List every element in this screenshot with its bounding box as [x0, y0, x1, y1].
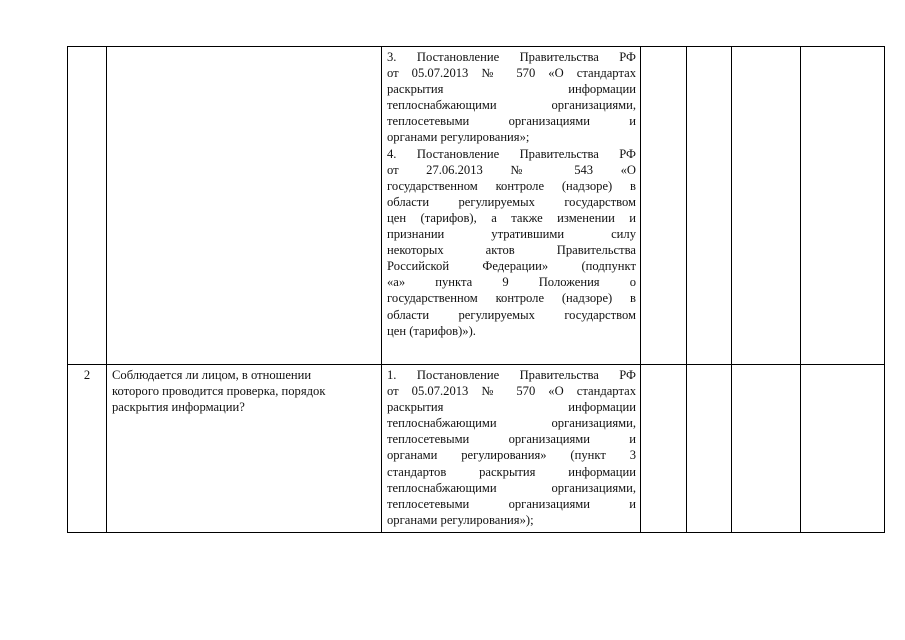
legal-reference-cell	[382, 47, 641, 365]
legal-reference-line: раскрытия информации	[387, 400, 636, 415]
question-line: раскрытия информации?	[112, 400, 245, 415]
legal-reference-line: стандартов раскрытия информации	[387, 464, 636, 479]
legal-reference-line: теплоснабжающими организациями,	[387, 416, 636, 431]
legal-reference-line: государственном контроле (надзоре) в	[387, 291, 636, 306]
legal-reference-line: области регулируемых государством	[387, 194, 636, 209]
notes-cell	[801, 47, 885, 365]
question-text	[107, 365, 381, 415]
question-text	[107, 47, 381, 49]
legal-reference-cell	[382, 365, 641, 533]
question-line: Соблюдается ли лицом, в отношении	[112, 368, 312, 382]
legal-reference-line: области регулируемых государством	[387, 307, 636, 322]
answer-no-cell	[687, 47, 732, 365]
legal-reference-line: 4. Постановление Правительства РФ	[387, 146, 636, 161]
question-cell	[107, 47, 382, 365]
legal-reference-text	[382, 365, 640, 528]
legal-reference-line: от 05.07.2013 № 570 «О стандартах	[387, 384, 636, 399]
answer-not-applicable-cell	[732, 47, 801, 365]
legal-reference-line: цен (тарифов)»).	[387, 323, 476, 338]
answer-yes-cell	[641, 47, 687, 365]
inspection-checklist-table	[67, 46, 885, 533]
table-row	[68, 47, 885, 365]
legal-reference-line: теплоснабжающими организациями,	[387, 98, 636, 113]
notes-cell	[801, 365, 885, 533]
legal-reference-line: некоторых актов Правительства	[387, 243, 636, 258]
legal-reference-line: органами регулирования» (пункт 3	[387, 448, 636, 463]
legal-reference-line: признании утратившими силу	[387, 227, 636, 242]
legal-reference-text	[382, 47, 640, 339]
legal-reference-line: органами регулирования»);	[387, 512, 534, 527]
question-line: которого проводится проверка, порядок	[112, 384, 326, 399]
answer-yes-cell	[641, 365, 687, 533]
legal-reference-line: теплоснабжающими организациями,	[387, 480, 636, 495]
legal-reference-line: теплосетевыми организациями и	[387, 496, 636, 511]
legal-reference-line: теплосетевыми организациями и	[387, 114, 636, 129]
row-number: 2	[83, 368, 91, 382]
row-number	[68, 47, 106, 49]
answer-not-applicable-cell	[732, 365, 801, 533]
row-number-cell	[68, 47, 107, 365]
legal-reference-line: цен (тарифов), а также изменении и	[387, 210, 636, 225]
table-row	[68, 365, 885, 533]
answer-no-cell	[687, 365, 732, 533]
legal-reference-line: Российской Федерации» (подпункт	[387, 259, 636, 274]
question-cell	[107, 365, 382, 533]
legal-reference-line: раскрытия информации	[387, 82, 636, 97]
legal-reference-line: «а» пункта 9 Положения о	[387, 275, 636, 290]
legal-reference-line: от 05.07.2013 № 570 «О стандартах	[387, 66, 636, 81]
legal-reference-line: государственном контроле (надзоре) в	[387, 178, 636, 193]
legal-reference-line: теплосетевыми организациями и	[387, 432, 636, 447]
legal-reference-line: 3. Постановление Правительства РФ	[387, 50, 636, 64]
row-number-cell	[68, 365, 107, 533]
legal-reference-line: от 27.06.2013 № 543 «О	[387, 162, 636, 177]
legal-reference-line: 1. Постановление Правительства РФ	[387, 368, 636, 382]
legal-reference-line: органами регулирования»;	[387, 130, 530, 145]
